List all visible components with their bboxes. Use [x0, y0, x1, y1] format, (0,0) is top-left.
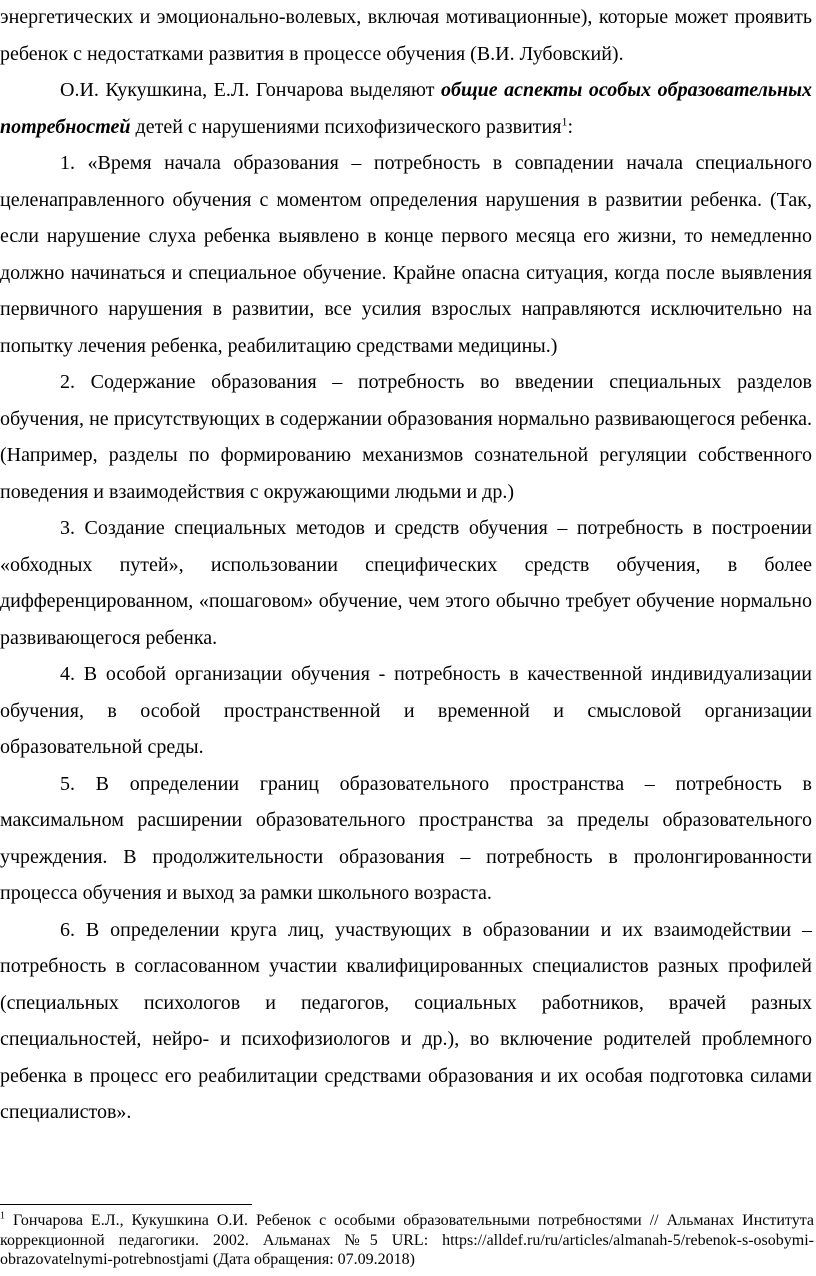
list-item-2: 2. Содержание образования – потребность во введении специальных разделов обучения, не присутствующих в содержании образования нормально развивающегося ребенка. (Например, разделы по формированию механизмов сознательной регуляции собственного поведения и взаимодействия с окружающими людьми и др.)	[0, 371, 812, 503]
list-item-1: 1. «Время начала образования – потребность в совпадении начала специального целенаправленного обучения с моментом определения нарушения в развитии ребенка. (Так, если нарушение слуха ребенка выявлено в конце первого месяца его жизни, то немедленно должно начинаться и специальное обучение. Крайне опасна ситуация, когда после выявления первичного нарушения в развитии, все усилия взрослых направляются исключительно на попытку лечения ребенка, реабилитацию средствами медицины.)	[0, 152, 812, 357]
paragraph-intro-continuation: энергетических и эмоционально-волевых, включая мотивационные), которые может проявить ребенок с недостатками развития в процессе обучения (В.И. Лубовский).	[0, 6, 812, 65]
authors-tail-text: детей с нарушениями психофизического развития	[130, 115, 562, 138]
list-item-5: 5. В определении границ образовательного пространства – потребность в максимальном расширении образовательного пространства за пределы образовательного учреждения. В продолжительности образования – потребность в пролонгированности процесса обучения и выход за рамки школьного возраста.	[0, 772, 812, 904]
authors-colon: :	[567, 115, 573, 138]
authors-lead-text: О.И. Кукушкина, Е.Л. Гончарова выделяют	[60, 79, 441, 101]
footnote-marker: 1	[0, 1210, 5, 1222]
footnote	[0, 1211, 814, 1270]
emphasized-term: общие аспекты особых образовательных потребностей	[0, 79, 813, 138]
paragraph-authors	[0, 72, 814, 145]
list-item-6: 6. В определении круга лиц, участвующих в образовании и их взаимодействии – потребность в согласованном участии квалифицированных специалистов разных профилей (специальных психологов и педагогов, социальных работников, врачей разных специальностей, нейро- и психофизиологов и др.), во включение родителей проблемного ребенка в процесс его реабилитации средствами образования и их особая подготовка силами специалистов».	[0, 918, 812, 1123]
list-item-4: 4. В особой организации обучения - потребность в качественной индивидуализации обучения, в особой пространственной и временной и смысловой организации образовательной среды.	[0, 663, 812, 758]
footnote-reference[interactable]: 1	[561, 113, 568, 128]
footnote-separator	[0, 1204, 252, 1205]
list-item-3: 3. Создание специальных методов и средств обучения – потребность в построении «обходных путей», использовании специфических средств обучения, в более дифференцированном, «пошаговом» обучение, чем этого обычно требует обучение нормально развивающегося ребенка.	[0, 517, 812, 649]
footnote-text: Гончарова Е.Л., Кукушкина О.И. Ребенок с особыми образовательными потребностями // Альманах Института коррекционной педагогики. 2002. Альманах №5 URL: https://alldef.ru/ru/articles/almanah-5/rebenok-s-osobymi-obrazovatelnymi-potrebnostjami (Дата обращения: 07.09.2018)	[0, 1212, 814, 1268]
